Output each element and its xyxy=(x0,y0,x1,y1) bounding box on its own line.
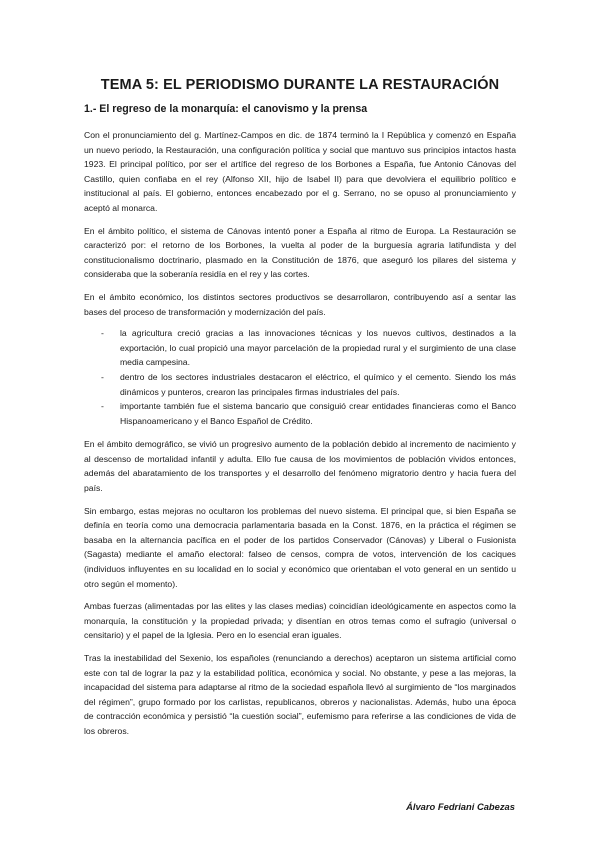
paragraph: Con el pronunciamiento del g. Martínez-Campos en dic. de 1874 terminó la I República y comenzó en España un nuevo periodo, la Restauración, una configuración política y social que mantuvo sus principios intactos hasta 1923. El principal político, por ser el artífice del regreso de los Borbones a España, fue Antonio Cánovas del Castillo, quien confiaba en el rey (Alfonso XII, hijo de Isabel II) para que devolviera el equilibrio político e institucional al país. El gobierno, entonces encabezado por el g. Serrano, no se opuso al pronunciamiento y aceptó al monarca. xyxy=(84,130,516,213)
document-title: TEMA 5: EL PERIODISMO DURANTE LA RESTAURACIÓN xyxy=(100,77,500,93)
list-marker: - xyxy=(101,371,104,382)
paragraph: Tras la inestabilidad del Sexenio, los españoles (renunciando a derechos) aceptaron un sistema artificial como este con tal de lograr la paz y la estabilidad política, económica y social. No obstante, y pese a las mejoras, la incapacidad del sistema para adaptarse al ritmo de la sociedad española llevó al surgimiento de “los marginados del régimen”, grupo formado por los carlistas, republicanos, obreros y nacionalistas. Además, hubo una época de contracción económica y persistió “la cuestión social”, eufemismo para referirse a las condiciones de vida de los obreros. xyxy=(84,653,516,736)
paragraph: Ambas fuerzas (alimentadas por las elites y las clases medias) coincidían ideológicamente en aspectos como la monarquía, la constitución y la propiedad privada; y disentían en otros temas como el sufragio (universal o censitario) y el papel de la Iglesia. Pero en lo esencial eran iguales. xyxy=(84,601,516,641)
paragraph: En el ámbito demográfico, se vivió un progresivo aumento de la población debido al incremento de nacimiento y al descenso de mortalidad infantil y adulta. Ello fue causa de los movimientos de población vividos entonces, además del abaratamiento de los transportes y el desarrollo del fenómeno migratorio dentro y hacia fuera del país. xyxy=(84,439,516,494)
list-item-text: la agricultura creció gracias a las innovaciones técnicas y los nuevos cultivos, destinados a la exportación, lo cual propició una mayor parcelación de la propiedad rural y el surgimiento de una clase media campesina. xyxy=(120,328,516,368)
list-marker: - xyxy=(101,401,104,412)
author-signature: Álvaro Fedriani Cabezas xyxy=(406,801,515,812)
bullet-list xyxy=(84,326,516,428)
paragraph: Sin embargo, estas mejoras no ocultaron los problemas del nuevo sistema. El principal que, si bien España se definía en teoría como una democracia parlamentaria basada en la Const. 1876, en la práctica el régimen se basaba en la alternancia pacífica en el poder de los partidos Conservador (Cánovas) y Liberal o Fusionista (Sagasta) mediante el amaño electoral: falseo de censos, compra de votos, intervención de los caciques (individuos influyentes en su localidad en lo social y económico que orientaban el voto general en un sentido u otro según el momento). xyxy=(84,505,516,589)
document-body xyxy=(84,128,516,747)
section-heading: 1.- El regreso de la monarquía: el canovismo y la prensa xyxy=(84,103,368,115)
list-marker: - xyxy=(101,328,104,339)
list-item xyxy=(84,326,516,370)
paragraph: En el ámbito político, el sistema de Cánovas intentó poner a España al ritmo de Europa. La Restauración se caracterizó por: el retorno de los Borbones, la vuelta al poder de la burguesía agraria latifundista y del constitucionalismo doctrinario, plasmado en la Constitución de 1876, que aseguró los pilares del sistema y consideraba que la soberanía residía en el rey y las cortes. xyxy=(84,225,516,280)
list-item-text: importante también fue el sistema bancario que consiguió crear entidades financieras como el Banco Hispanoamericano y el Banco Español de Crédito. xyxy=(120,401,516,426)
list-item xyxy=(84,370,516,399)
list-item xyxy=(84,399,516,428)
paragraph: En el ámbito económico, los distintos sectores productivos se desarrollaron, contribuyendo así a sentar las bases del proceso de transformación y modernización del país. xyxy=(84,291,516,317)
list-item-text: dentro de los sectores industriales destacaron el eléctrico, el químico y el cemento. Siendo los más dinámicos y punteros, crearon las principales firmas industriales del país. xyxy=(120,371,516,397)
